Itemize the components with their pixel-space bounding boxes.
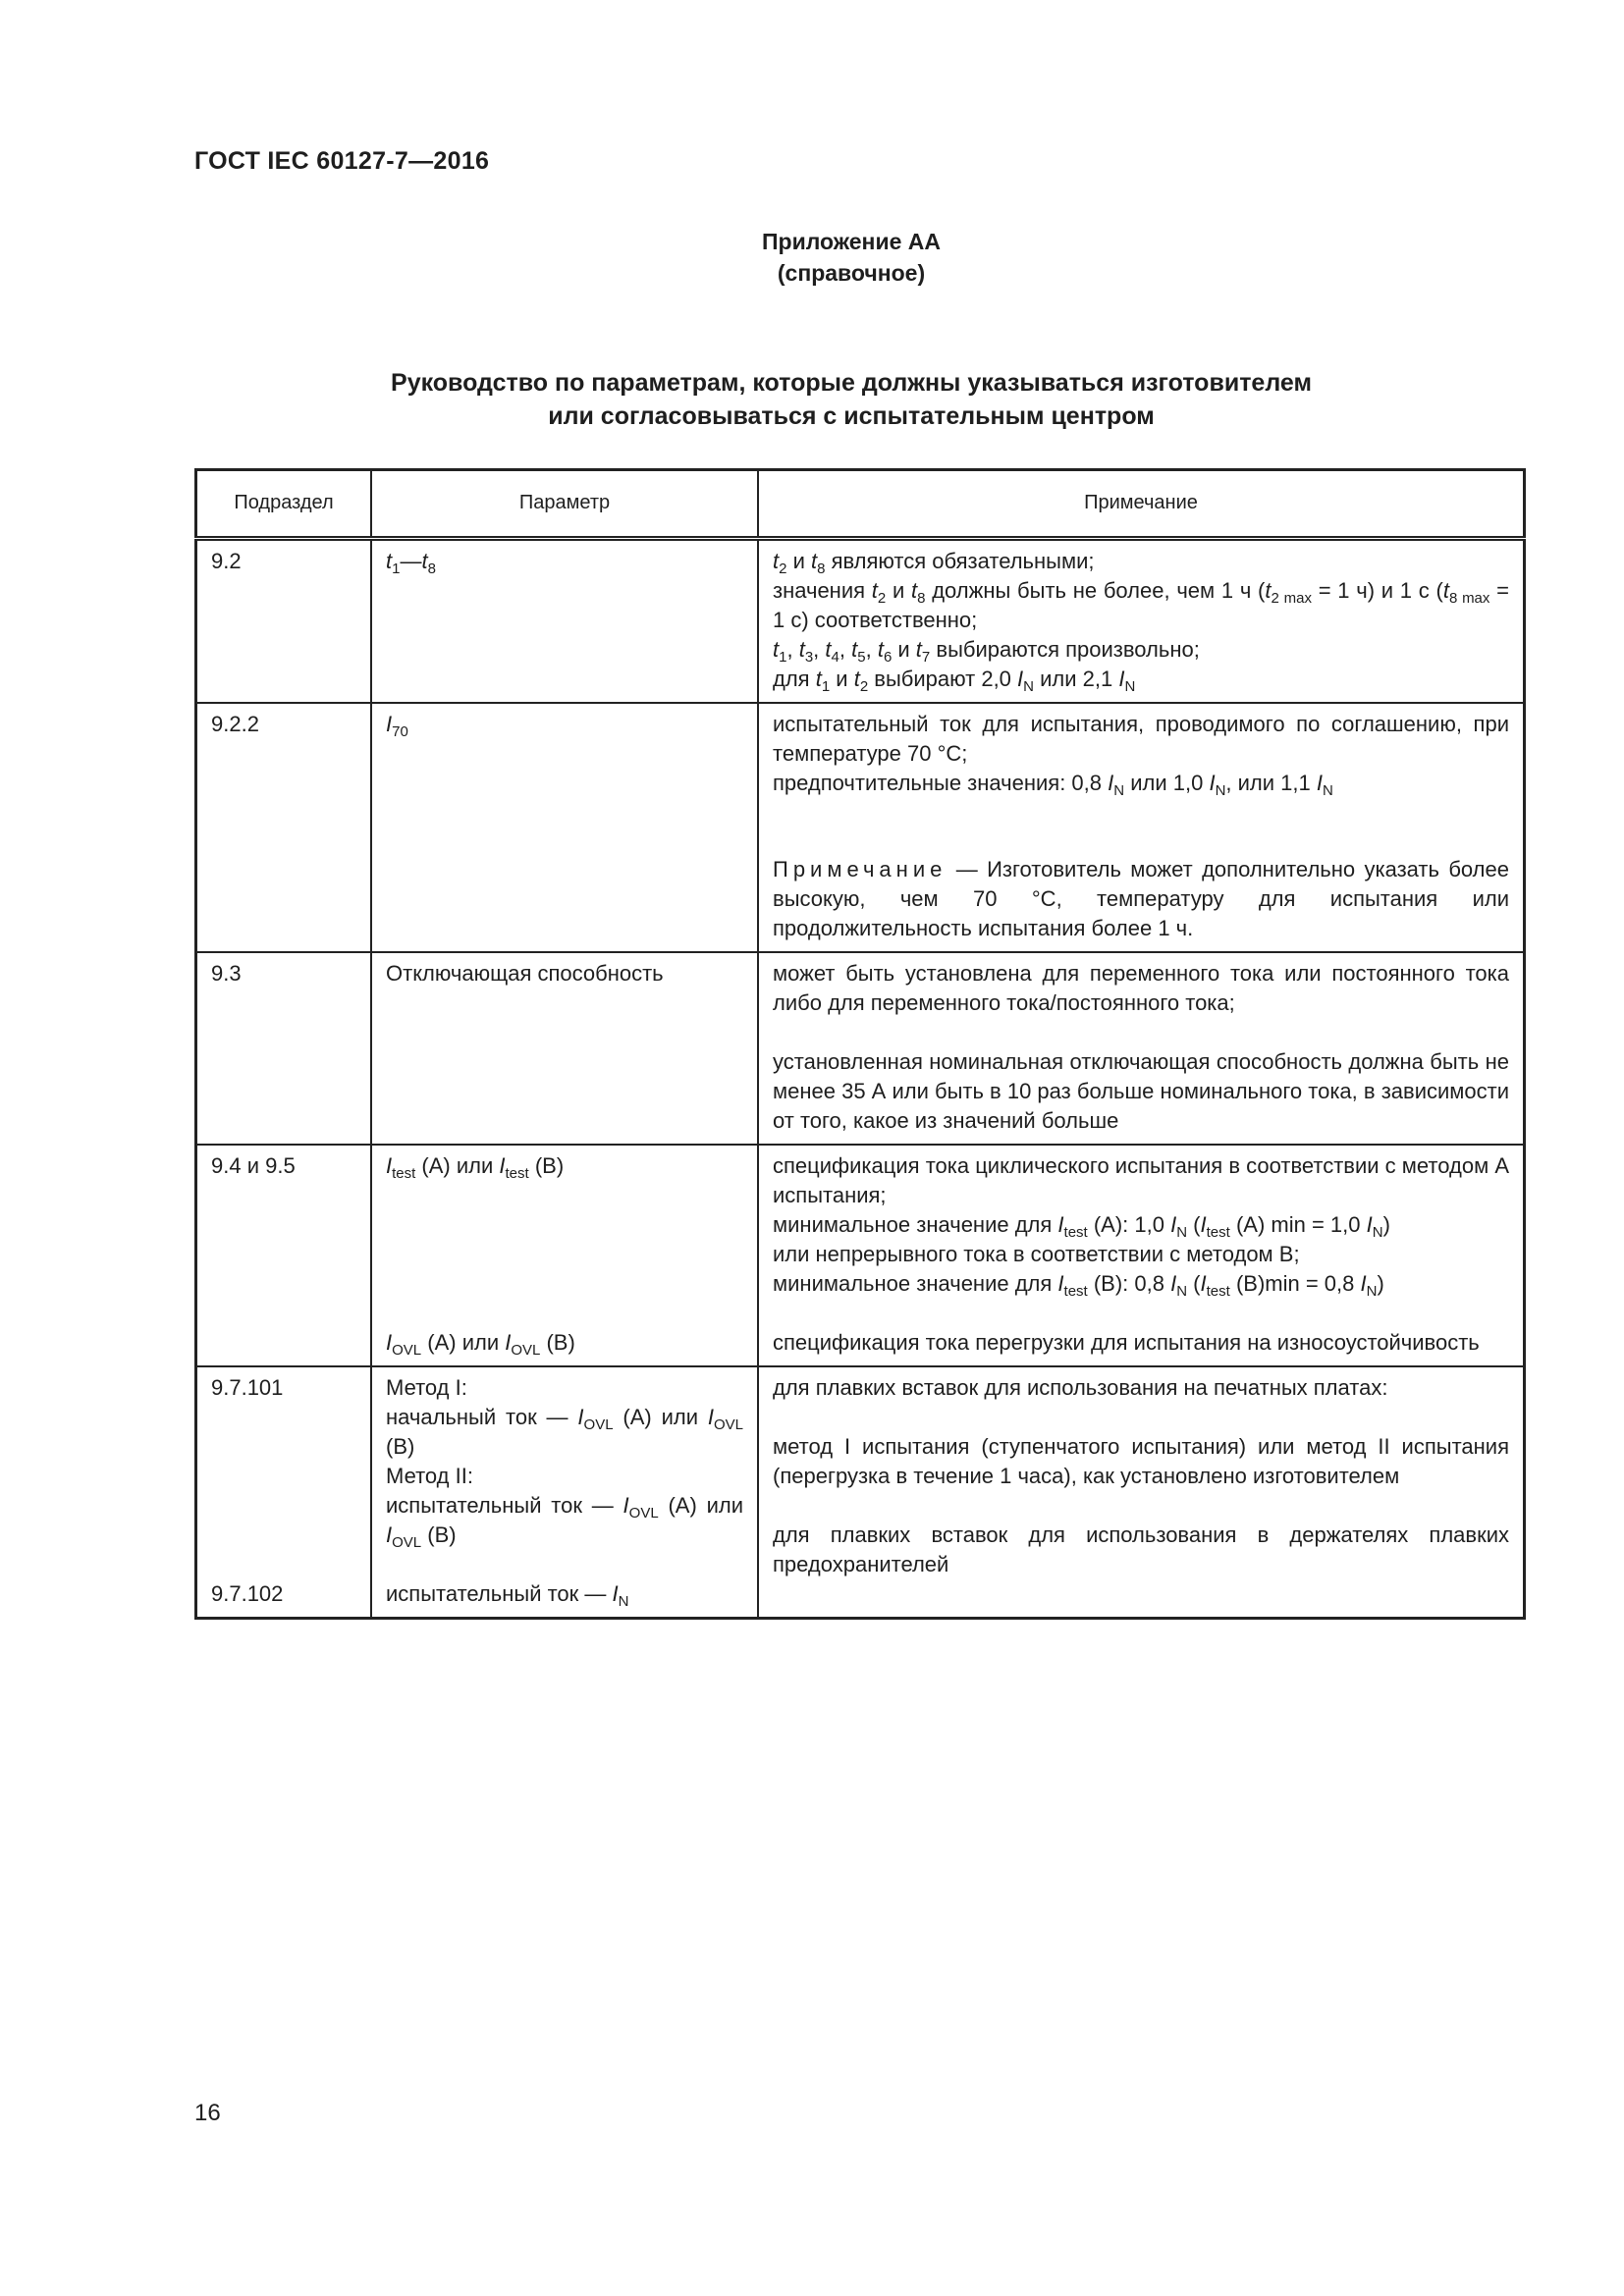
table-row <box>196 703 1525 952</box>
section-title <box>0 366 1624 433</box>
table-row <box>196 1145 1525 1366</box>
row-parameter: Отключающая способность <box>371 952 758 1145</box>
parameters-table <box>194 468 1526 1620</box>
row-parameter: $t_1—t_8$ <box>371 539 758 704</box>
section-title-line2: или согласовываться с испытательным центром <box>548 402 1155 430</box>
row-note: спецификация тока циклического испытания в соответствии с методом A испытания; минимальное значение для $I_{test}$ (A): 1,0 $I_N$ ($I_{test}$ (A) min = 1,0 $I_N$) или непрерывного тока в соответствии с методом B; минимальное значение для $I_{test}$ (B): 0,8 $I_N$ ($I_{test}$ (B)min = 0,8 $I_N$) спецификация тока перегрузки для испытания на износоустойчивость <box>758 1145 1525 1366</box>
row-parameter: $I_{70}$ <box>371 703 758 952</box>
annex-heading <box>0 226 1624 289</box>
table-header-row <box>196 470 1525 539</box>
note-paragraph: установленная номинальная отключающая способность должна быть не менее 35 А или быть в 10 раз больше номинального тока, в зависимости от того, какое из значений больше <box>773 1049 1510 1133</box>
row-subsection <box>196 1366 372 1619</box>
row-subsection: 9.2 <box>196 539 372 704</box>
note-paragraph: для плавких вставок для использования на печатных платах: <box>773 1375 1388 1400</box>
page-number: 16 <box>194 2100 221 2126</box>
note-paragraph: метод I испытания (ступенчатого испытания) или метод II испытания (перегрузка в течение 1 часа), как установлено изготовителем <box>773 1434 1509 1488</box>
subsection-code: 9.7.102 <box>211 1581 284 1606</box>
subsection-code: 9.7.101 <box>211 1375 284 1400</box>
row-note <box>758 952 1525 1145</box>
row-parameter: Метод I: начальный ток — $I_{OVL}$ (A) или $I_{OVL}$ (B) Метод II: испытательный ток — $I_{OVL}$ (A) или $I_{OVL}$ (B) испытательный ток — $I_N$ <box>371 1366 758 1619</box>
header-note: Примечание <box>758 470 1525 539</box>
row-note: испытательный ток для испытания, проводимого по соглашению, при температуре 70 °C; предпочтительные значения: 0,8 $I_N$ или 1,0 $I_N$, или 1,1 $I_N$ Примечание — Изготовитель может дополнительно указать более высокую, чем 70 °C, температуру для испытания или продолжительность испытания более 1 ч. <box>758 703 1525 952</box>
row-note <box>758 1366 1525 1619</box>
row-parameter: $I_{test}$ (A) или $I_{test}$ (B) $I_{OVL}$ (A) или $I_{OVL}$ (B) <box>371 1145 758 1366</box>
header-parameter: Параметр <box>371 470 758 539</box>
row-subsection: 9.2.2 <box>196 703 372 952</box>
section-title-line1: Руководство по параметрам, которые должны указываться изготовителем <box>391 369 1312 397</box>
row-subsection: 9.3 <box>196 952 372 1145</box>
document-code: ГОСТ IEC 60127-7—2016 <box>194 147 490 175</box>
table-row <box>196 952 1525 1145</box>
method-label: Метод I: <box>386 1375 467 1400</box>
note-paragraph: спецификация тока перегрузки для испытания на износоустойчивость <box>773 1330 1480 1355</box>
note-paragraph: для плавких вставок для использования в держателях плавких предохранителей <box>773 1522 1509 1576</box>
note-paragraph: может быть установлена для переменного тока или постоянного тока либо для переменного тока/постоянного тока; <box>773 961 1509 1015</box>
row-note: $t_2$ и $t_8$ являются обязательными; значения $t_2$ и $t_8$ должны быть не более, чем 1 ч ($t_{2 max} = 1$ ч) и 1 с ($t_{8 max} = 1$ с) соответственно; $t_1$, $t_3$, $t_4$, $t_5$, $t_6$ и $t_7$ выбираются произвольно; для $t_1$ и $t_2$ выбирают 2,0 $I_N$ или 2,1 $I_N$ <box>758 539 1525 704</box>
method-label: Метод II: <box>386 1464 473 1488</box>
table-row <box>196 1366 1525 1619</box>
table-row <box>196 539 1525 704</box>
header-subsection: Подраздел <box>196 470 372 539</box>
row-subsection: 9.4 и 9.5 <box>196 1145 372 1366</box>
annex-status: (справочное) <box>777 260 926 286</box>
annex-title: Приложение АА <box>761 229 941 254</box>
